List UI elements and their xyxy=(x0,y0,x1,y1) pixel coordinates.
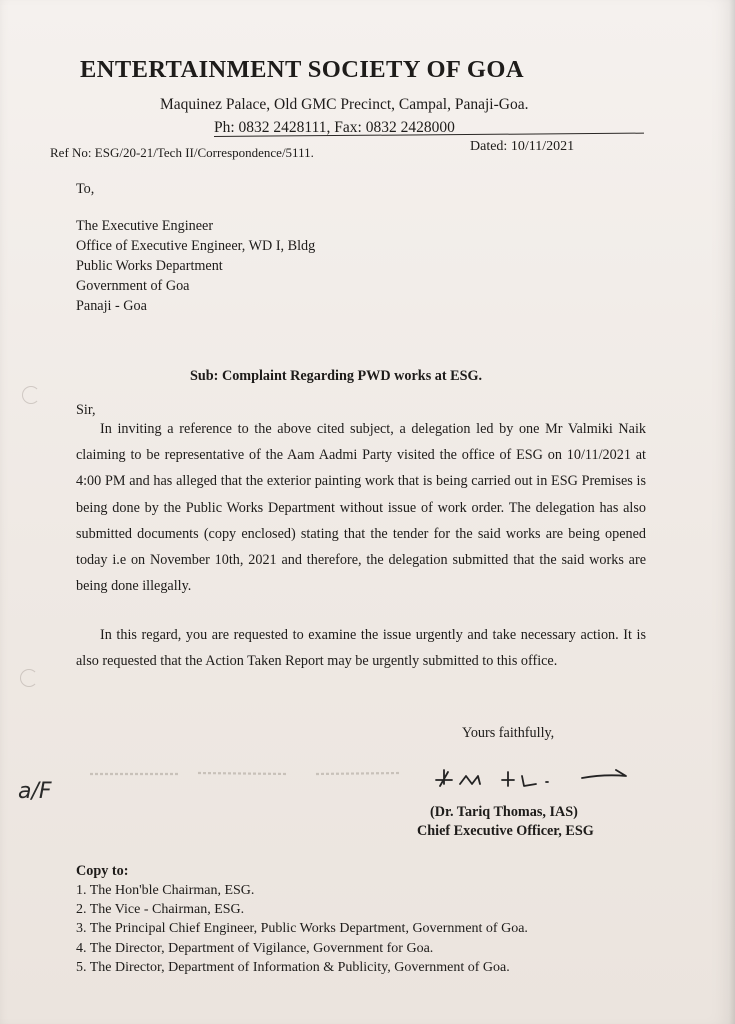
closing-phrase: Yours faithfully, xyxy=(462,725,555,741)
body-text: In inviting a reference to the above cited subject, a delegation led by one Mr Valmiki Naik claiming to be representative of the Aam Aadmi Party visited the office of ESG on 10/11/2021 at 4:00 PM and has alleged that the exterior painting work that is being carried out in ESG Premises is being done by the Public Works Department without issue of work order. The delegation has also submitted documents (copy enclosed) stating that the tender for the said works are being opened today i.e on November 10th, 2021 and therefore, the delegation submitted that the said works are being done illegally. xyxy=(76,421,646,595)
signatory-title: Chief Executive Officer, ESG xyxy=(417,823,594,839)
reference-number: Ref No: ESG/20-21/Tech II/Correspondence/5111. xyxy=(50,145,314,160)
body-paragraph-2 xyxy=(76,622,646,674)
handwritten-note-text: a/F xyxy=(18,779,52,804)
body-text: In this regard, you are requested to examine the issue urgently and take necessary action. It is also requested that the Action Taken Report may be urgently submitted to this office. xyxy=(76,627,646,670)
addressee-line: The Executive Engineer xyxy=(76,218,214,234)
copy-to-item: 1. The Hon'ble Chairman, ESG. xyxy=(76,883,255,898)
addressee-line: Government of Goa xyxy=(76,278,190,294)
organization-phone-fax: Ph: 0832 2428111, Fax: 0832 2428000 xyxy=(214,119,455,136)
organization-address: Maquinez Palace, Old GMC Precinct, Campal, Panaji-Goa. xyxy=(160,96,529,113)
copy-to-item: 5. The Director, Department of Information & Publicity, Government of Goa. xyxy=(76,959,510,975)
addressee-block xyxy=(76,216,315,316)
organization-name: ENTERTAINMENT SOCIETY OF GOA xyxy=(80,56,524,83)
punch-hole-mark xyxy=(20,669,38,687)
page-edge-shadow xyxy=(729,0,735,1024)
salutation: Sir, xyxy=(76,402,96,418)
to-label: To, xyxy=(76,181,95,197)
copy-to-list xyxy=(76,881,528,977)
letter-subject: Sub: Complaint Regarding PWD works at ESG. xyxy=(190,368,483,384)
copy-to-heading: Copy to: xyxy=(76,863,129,879)
faded-stamp-line xyxy=(88,770,418,778)
addressee-line: Panaji - Goa xyxy=(76,298,147,314)
signature-image xyxy=(430,762,640,796)
addressee-line: Office of Executive Engineer, WD I, Bldg xyxy=(76,238,316,254)
addressee-line: Public Works Department xyxy=(76,258,223,274)
copy-to-item: 4. The Director, Department of Vigilance, Government for Goa. xyxy=(76,940,434,956)
signatory-name: (Dr. Tariq Thomas, IAS) xyxy=(430,804,578,820)
punch-hole-mark xyxy=(22,386,40,404)
copy-to-item: 2. The Vice - Chairman, ESG. xyxy=(76,902,245,918)
body-paragraph-1 xyxy=(76,416,646,599)
handwritten-annotation xyxy=(14,770,84,810)
letter-date: Dated: 10/11/2021 xyxy=(470,139,575,154)
copy-to-item: 3. The Principal Chief Engineer, Public Works Department, Government of Goa. xyxy=(76,921,528,937)
